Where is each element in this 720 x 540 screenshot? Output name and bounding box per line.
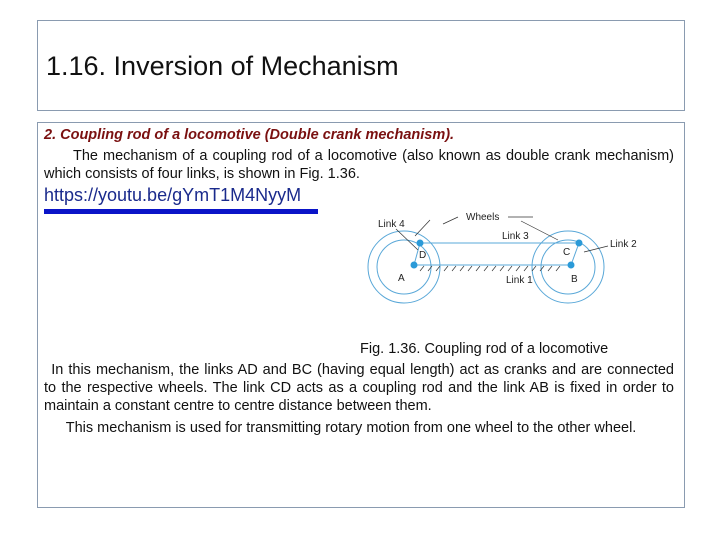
figure-caption: Fig. 1.36. Coupling rod of a locomotive	[360, 341, 609, 357]
left-wheel-outer	[368, 231, 440, 303]
usage-paragraph: This mechanism is used for transmitting rotary motion from one wheel to the other wheel.	[44, 420, 637, 436]
intro-paragraph: The mechanism of a coupling rod of a locomotive (also known as double crank mechanism) which consists of four links, is shown in Fig. 1.36.	[44, 148, 674, 182]
label-wheels: Wheels	[466, 212, 500, 223]
joint-c	[576, 240, 583, 247]
label-b: B	[571, 274, 578, 285]
coupling-rod-figure	[358, 207, 678, 337]
joint-d	[417, 240, 424, 247]
joint-a	[411, 262, 418, 269]
label-c: C	[563, 247, 571, 258]
video-link[interactable]: https://youtu.be/gYmT1M4NyyM	[44, 185, 302, 205]
fixed-link-hatching	[420, 266, 560, 271]
joint-b	[568, 262, 575, 269]
link-underline	[44, 209, 318, 214]
content-box	[37, 122, 685, 508]
label-link-1: Link 1	[506, 275, 533, 286]
title-box	[37, 20, 685, 111]
label-d: D	[419, 250, 427, 261]
slide-title: 1.16. Inversion of Mechanism	[46, 51, 399, 81]
explanation-paragraph: In this mechanism, the links AD and BC (having equal length) act as cranks and are connected to the respective wheels. The link CD acts as a coupling rod and the link AB is fixed in order to maintain a constant centre to centre distance between them.	[44, 362, 674, 414]
section-heading: 2. Coupling rod of a locomotive (Double crank mechanism).	[44, 127, 455, 143]
label-link-2: Link 2	[610, 239, 637, 250]
label-link-3: Link 3	[502, 231, 529, 242]
label-a: A	[398, 273, 405, 284]
label-link-4: Link 4	[378, 219, 405, 230]
